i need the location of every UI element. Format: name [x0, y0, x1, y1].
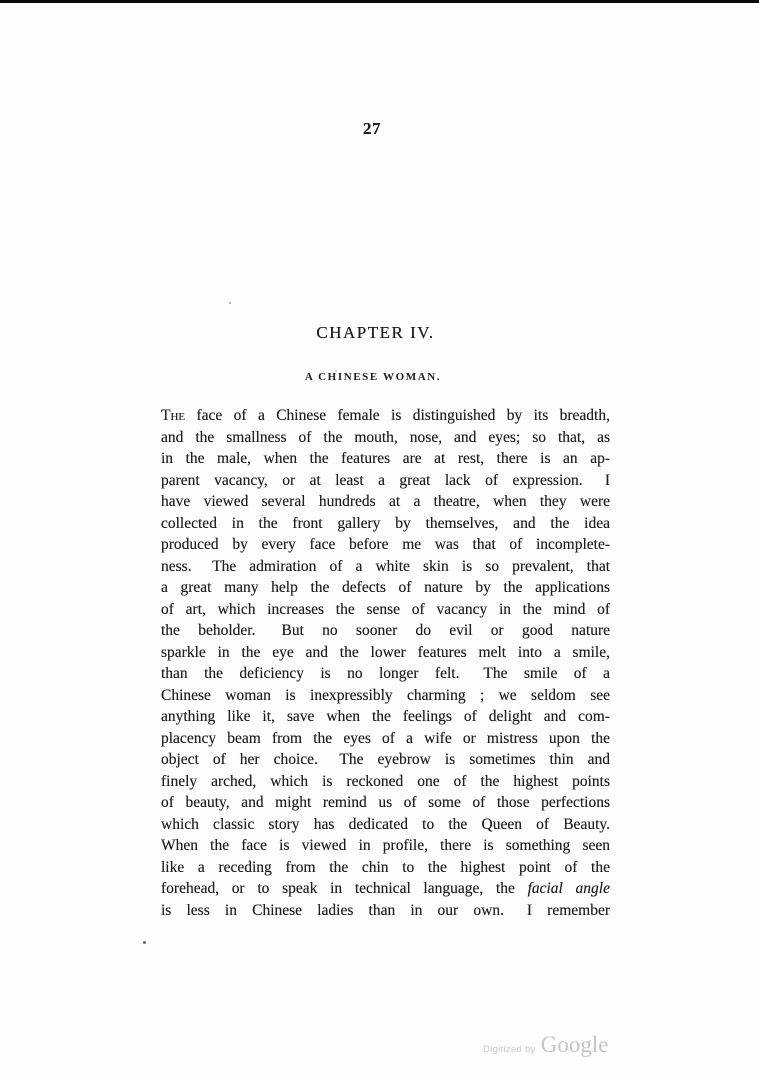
- text-line: [161, 405, 610, 427]
- text-segment: Chinese woman is inexpressibly charming ; we seldom see: [161, 686, 610, 704]
- text-segment: and the smallness of the mouth, nose, and eyes; so that, as: [161, 428, 610, 446]
- text-line: [161, 642, 610, 664]
- text-segment: like a receding from the chin to the highest point of the: [161, 858, 610, 876]
- italic-text: facial angle: [527, 880, 610, 897]
- text-line: [161, 835, 610, 857]
- text-line: [161, 620, 610, 642]
- text-line: [161, 556, 610, 578]
- page-number: 27: [363, 119, 381, 138]
- scan-speck: [229, 302, 231, 304]
- scan-speck: [143, 941, 146, 944]
- text-segment: have viewed several hundreds at a theatre, when they were: [161, 493, 610, 510]
- text-segment: parent vacancy, or at least a great lack of expression. I: [161, 471, 610, 489]
- text-segment: When the face is viewed in profile, there is something seen: [161, 837, 610, 854]
- watermark-text: Digitized by: [483, 1044, 536, 1055]
- text-line: [161, 814, 610, 836]
- text-line: [161, 878, 610, 900]
- text-segment: than the deficiency is no longer felt. The smile of a: [161, 665, 610, 682]
- text-segment: finely arched, which is reckoned one of the highest points: [161, 772, 610, 790]
- text-segment: anything like it, save when the feelings of delight and com-: [161, 708, 610, 725]
- text-segment: placency beam from the eyes of a wife or mistress upon the: [161, 729, 610, 747]
- text-segment: of art, which increases the sense of vacancy in the mind of: [161, 600, 610, 618]
- text-line: [161, 749, 610, 771]
- google-logo: Google: [540, 1032, 609, 1057]
- text-line: [161, 427, 610, 449]
- text-segment: sparkle in the eye and the lower features melt into a smile,: [161, 643, 610, 661]
- text-segment: ness. The admiration of a white skin is so prevalent, that: [161, 557, 610, 575]
- text-line: [161, 771, 610, 793]
- text-segment: produced by every face before me was that of incomplete-: [161, 536, 610, 553]
- text-line: [161, 448, 610, 470]
- text-line: [161, 599, 610, 621]
- text-line: [161, 706, 610, 728]
- section-heading: A CHINESE WOMAN.: [304, 371, 442, 383]
- text-segment: is less in Chinese ladies than in our own. I remember: [161, 901, 610, 919]
- text-segment: in the male, when the features are at rest, there is an ap-: [161, 450, 610, 467]
- text-segment: object of her choice. The eyebrow is sometimes thin and: [161, 751, 610, 768]
- text-line: [161, 663, 610, 685]
- text-segment: The: [161, 407, 186, 424]
- text-line: [161, 513, 610, 535]
- text-line: [161, 491, 610, 513]
- text-line: [161, 900, 610, 922]
- text-line: [161, 685, 610, 707]
- body-text: [161, 405, 610, 921]
- text-line: [161, 857, 610, 879]
- text-segment: face of a Chinese female is distinguished by its breadth,: [185, 407, 610, 424]
- text-line: [161, 577, 610, 599]
- text-segment: which classic story has dedicated to the Queen of Beauty.: [161, 815, 610, 833]
- text-segment: collected in the front gallery by themselves, and the idea: [161, 514, 610, 532]
- scan-edge-artifact: [0, 0, 759, 3]
- text-segment: forehead, or to speak in technical language, the: [161, 880, 528, 897]
- text-segment: of beauty, and might remind us of some of those perfections: [161, 794, 610, 811]
- watermark: [483, 1032, 608, 1058]
- text-segment: a great many help the defects of nature by the applications: [161, 579, 610, 596]
- text-line: [161, 792, 610, 814]
- chapter-heading: CHAPTER IV.: [316, 323, 435, 342]
- text-line: [161, 534, 610, 556]
- text-line: [161, 728, 610, 750]
- text-segment: the beholder. But no sooner do evil or good nature: [161, 622, 610, 639]
- text-line: [161, 470, 610, 492]
